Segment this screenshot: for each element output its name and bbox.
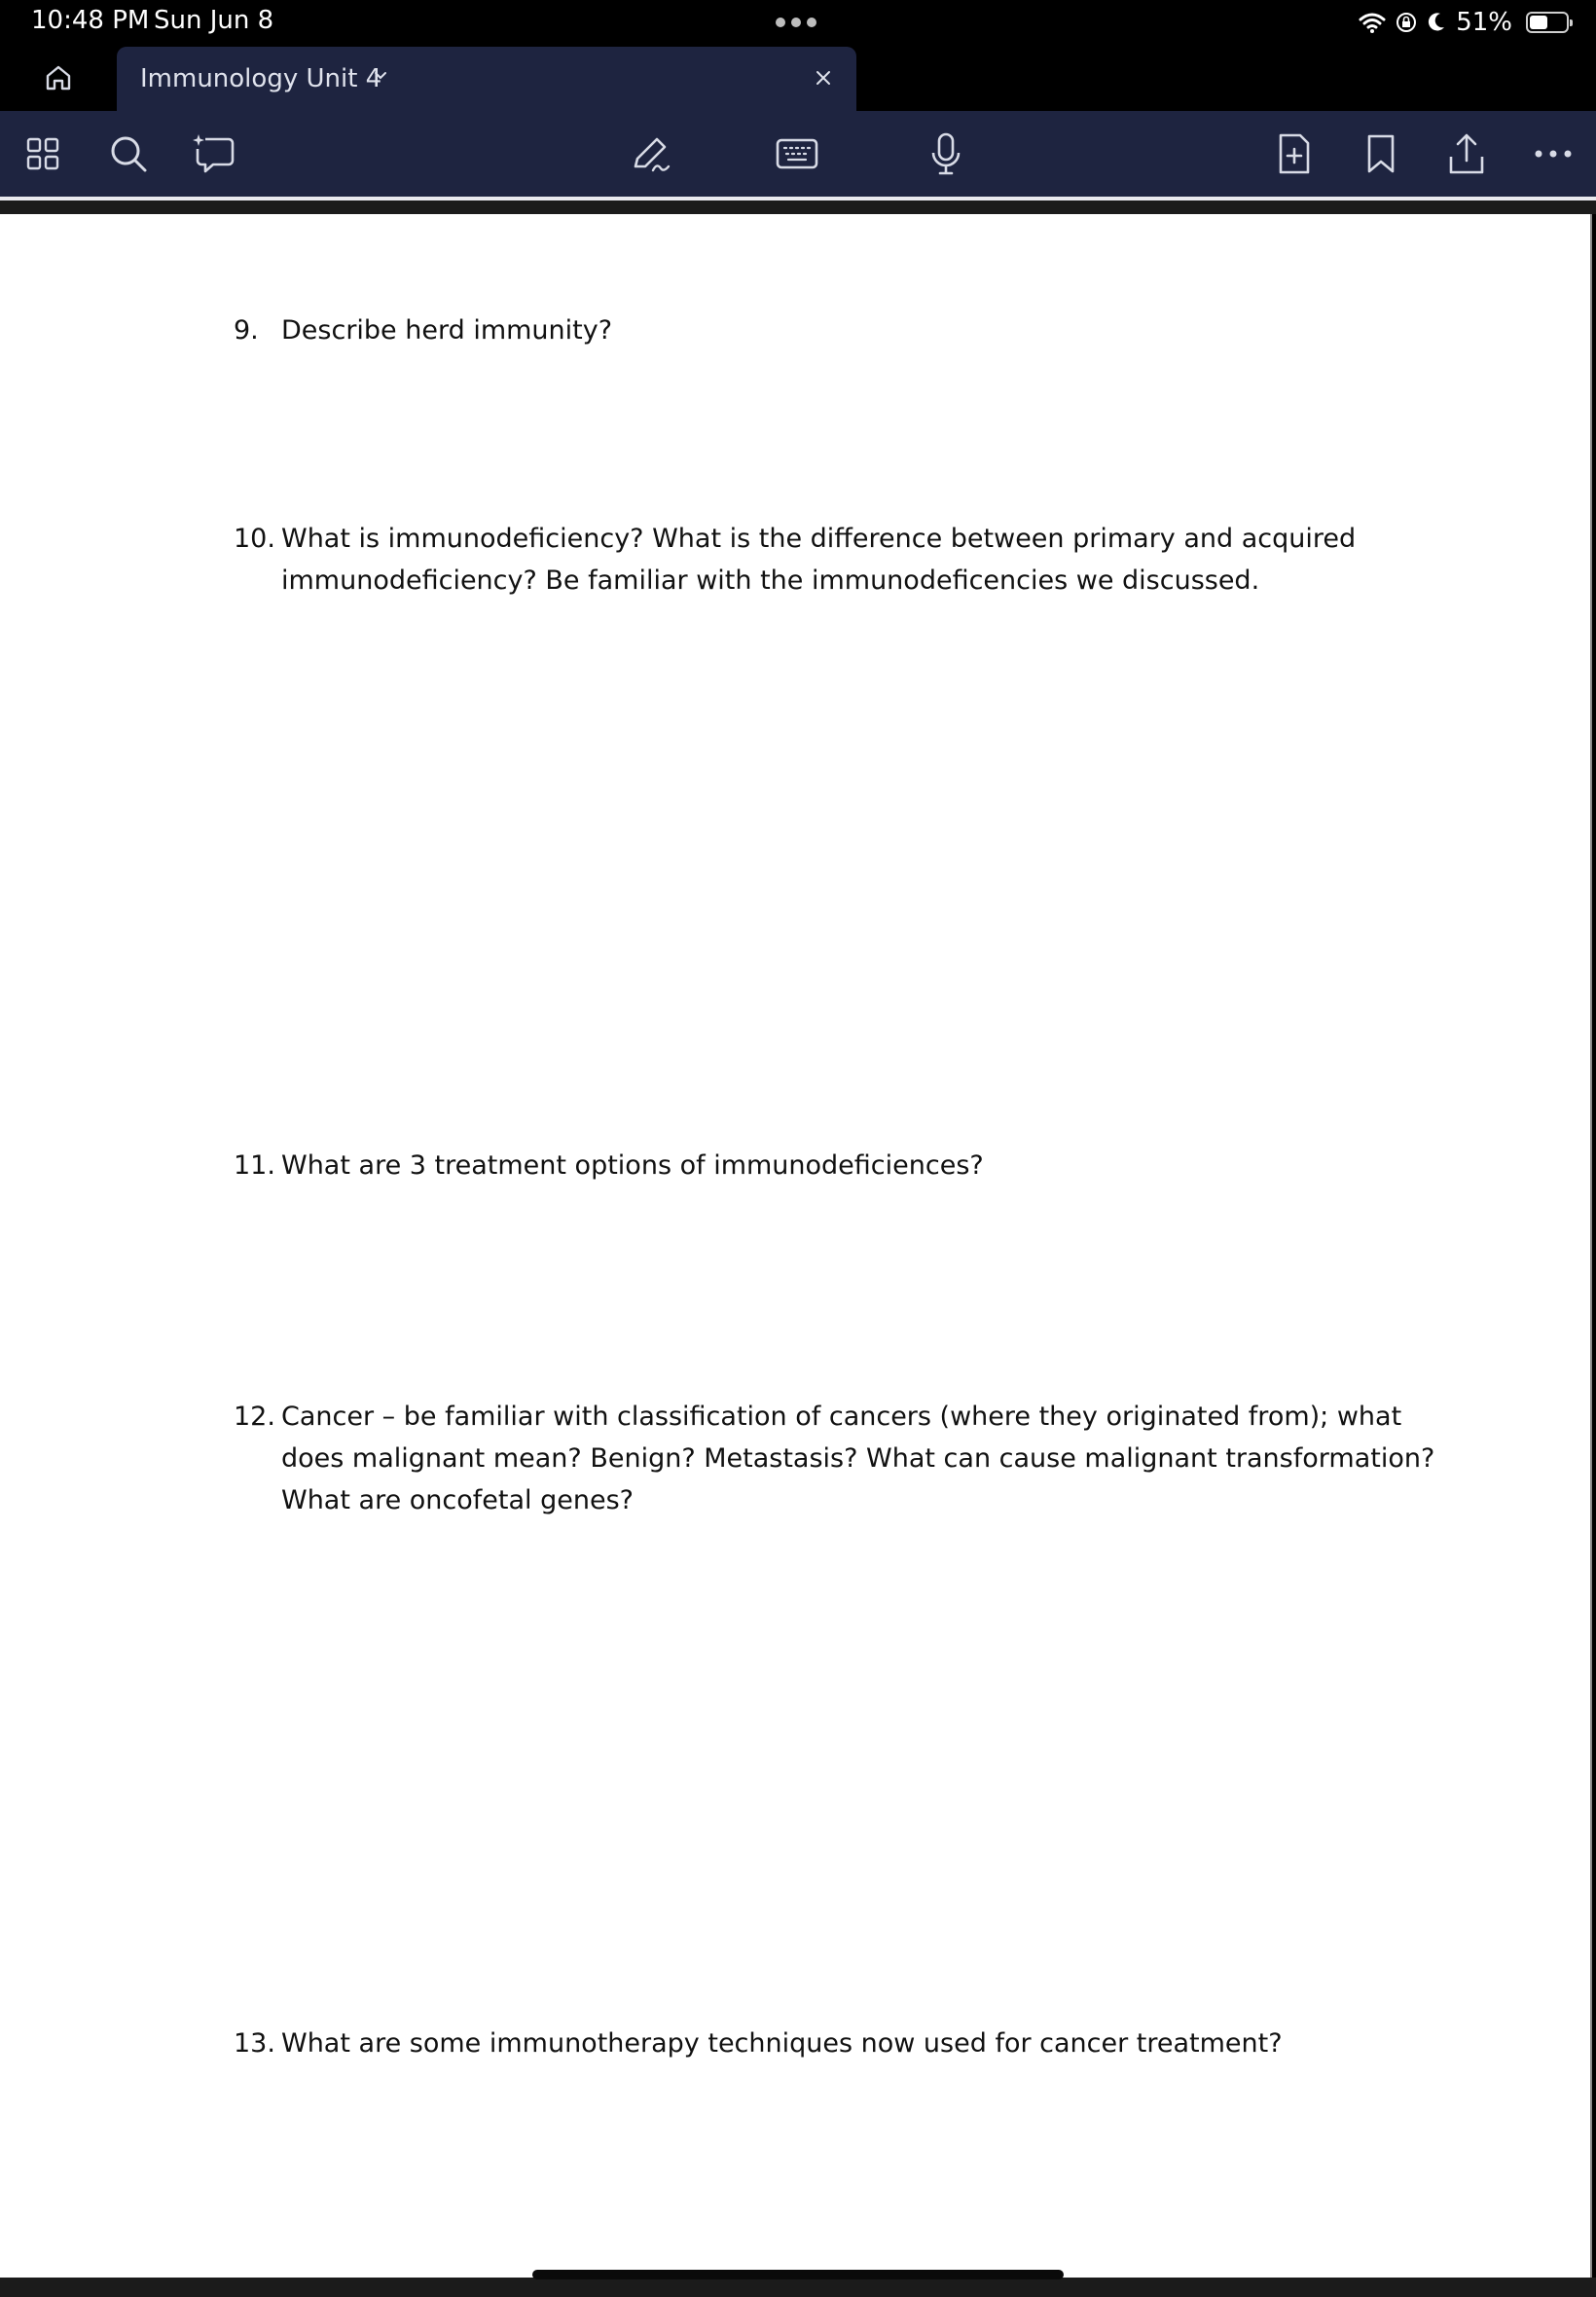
microphone-button[interactable] xyxy=(923,130,969,177)
question-9 xyxy=(234,310,1440,351)
status-indicators xyxy=(1359,8,1569,37)
thumbnails-button[interactable] xyxy=(19,130,66,177)
share-icon xyxy=(1445,131,1488,176)
lock-rotation-icon xyxy=(1396,12,1417,33)
question-text: What is immunodeficiency? What is the difference between primary and acquired immunodeficiency? Be familiar with the immunodeficencies we discussed. xyxy=(281,524,1357,596)
question-text: Cancer – be familiar with classification of cancers (where they originated from); what does malignant mean? Benign? Metastasis? What can cause malignant transformation? What are oncofetal genes? xyxy=(281,1402,1435,1515)
home-indicator[interactable] xyxy=(532,2270,1064,2279)
multitasking-dots-icon[interactable] xyxy=(776,18,816,27)
status-time: 10:48 PM xyxy=(31,6,150,35)
status-bar xyxy=(0,0,1596,47)
add-page-button[interactable] xyxy=(1271,130,1318,177)
page-bottom-edge xyxy=(0,2278,1596,2297)
tab-title: Immunology Unit 4 xyxy=(140,64,382,93)
document-tab[interactable] xyxy=(117,47,856,111)
document-page[interactable] xyxy=(0,214,1592,2278)
question-number: 9. xyxy=(234,315,259,346)
home-icon xyxy=(43,62,74,93)
close-icon xyxy=(815,69,832,87)
more-button[interactable] xyxy=(1530,130,1577,177)
status-date: Sun Jun 8 xyxy=(154,6,274,35)
question-text: What are 3 treatment options of immunodeficiences? xyxy=(281,1150,984,1181)
ai-chat-icon xyxy=(192,131,236,176)
battery-icon xyxy=(1526,12,1569,33)
moon-icon xyxy=(1427,12,1446,33)
battery-percent: 51% xyxy=(1456,8,1512,37)
question-10 xyxy=(234,518,1440,602)
search-icon xyxy=(108,133,149,174)
grid-icon xyxy=(24,135,61,172)
bookmark-icon xyxy=(1363,132,1398,175)
question-number: 11. xyxy=(234,1150,275,1181)
question-13 xyxy=(234,2023,1440,2064)
keyboard-button[interactable] xyxy=(774,130,820,177)
keyboard-icon xyxy=(775,134,819,173)
pen-icon xyxy=(628,131,672,176)
add-page-icon xyxy=(1275,131,1314,176)
close-tab-button[interactable] xyxy=(810,64,837,91)
more-icon xyxy=(1533,148,1574,160)
toolbar xyxy=(0,111,1596,197)
question-number: 13. xyxy=(234,2028,275,2059)
question-number: 10. xyxy=(234,524,275,554)
question-number: 12. xyxy=(234,1402,275,1432)
bookmark-button[interactable] xyxy=(1358,130,1404,177)
battery-fill xyxy=(1530,16,1547,29)
home-button[interactable] xyxy=(39,58,78,97)
search-button[interactable] xyxy=(105,130,152,177)
pen-tool-button[interactable] xyxy=(627,130,673,177)
ai-assistant-button[interactable] xyxy=(191,130,237,177)
microphone-icon xyxy=(926,131,965,176)
question-12 xyxy=(234,1396,1440,1521)
wifi-icon xyxy=(1359,12,1386,33)
question-text: Describe herd immunity? xyxy=(281,315,613,346)
tab-bar xyxy=(0,47,1596,111)
share-button[interactable] xyxy=(1443,130,1490,177)
question-text: What are some immunotherapy techniques now used for cancer treatment? xyxy=(281,2028,1283,2059)
page-edge xyxy=(0,201,1596,214)
question-11 xyxy=(234,1145,1440,1186)
chevron-down-icon[interactable] xyxy=(372,66,389,84)
